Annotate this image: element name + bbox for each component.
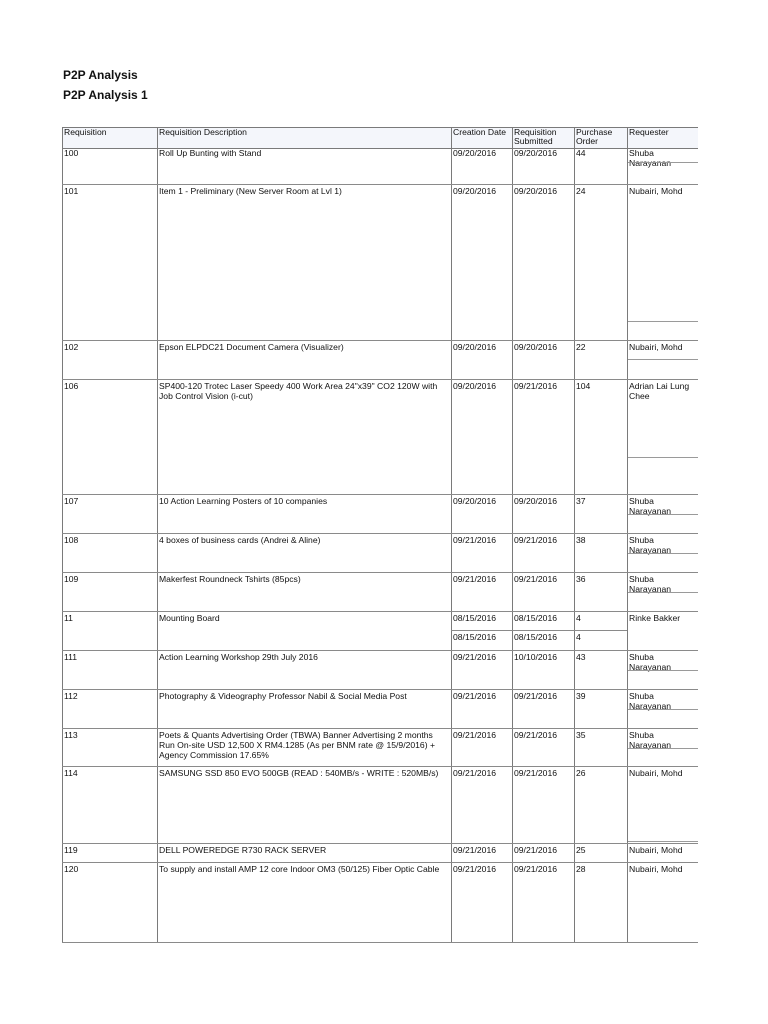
header-submitted: Requisition Submitted bbox=[514, 127, 557, 146]
cell-requisition: 120 bbox=[64, 864, 79, 874]
cell-requester: Shuba Narayanan bbox=[629, 535, 672, 555]
cell-submitted-date: 09/20/2016 bbox=[514, 148, 558, 158]
cell-requisition: 114 bbox=[64, 768, 78, 778]
page-title: P2P Analysis bbox=[63, 68, 138, 82]
requester-cell-divider bbox=[628, 553, 698, 554]
table-row-divider bbox=[62, 650, 698, 651]
table-row-divider bbox=[62, 340, 698, 341]
table-row-divider bbox=[62, 494, 698, 495]
cell-requisition: 100 bbox=[64, 148, 79, 158]
requester-cell-divider bbox=[628, 162, 698, 163]
cell-purchase-order: 28 bbox=[576, 864, 586, 874]
cell-purchase-order: 44 bbox=[576, 148, 586, 158]
column-divider bbox=[574, 127, 575, 943]
cell-submitted-date: 10/10/2016 bbox=[514, 652, 558, 662]
cell-creation-date: 08/15/2016 bbox=[453, 632, 497, 642]
cell-creation-date: 09/21/2016 bbox=[453, 652, 497, 662]
sub-row-divider bbox=[451, 630, 627, 631]
cell-requisition: 119 bbox=[64, 845, 78, 855]
cell-creation-date: 09/20/2016 bbox=[453, 186, 497, 196]
cell-description: DELL POWEREDGE R730 RACK SERVER bbox=[159, 845, 327, 855]
cell-description: 10 Action Learning Posters of 10 companies bbox=[159, 496, 328, 506]
header-description: Requisition Description bbox=[159, 127, 247, 137]
cell-creation-date: 09/20/2016 bbox=[453, 148, 497, 158]
table-row-divider bbox=[62, 572, 698, 573]
cell-requester: Nubairi, Mohd bbox=[629, 768, 683, 778]
cell-submitted-date: 09/21/2016 bbox=[514, 768, 558, 778]
cell-purchase-order: 39 bbox=[576, 691, 586, 701]
cell-purchase-order: 4 bbox=[576, 632, 581, 642]
requester-cell-divider bbox=[628, 748, 698, 749]
cell-description: SAMSUNG SSD 850 EVO 500GB (READ : 540MB/s - WRITE : 520MB/s) bbox=[159, 768, 439, 778]
cell-purchase-order: 24 bbox=[576, 186, 586, 196]
cell-requisition: 101 bbox=[64, 186, 79, 196]
cell-requester: Nubairi, Mohd bbox=[629, 342, 683, 352]
requester-cell-divider bbox=[628, 670, 698, 671]
cell-submitted-date: 08/15/2016 bbox=[514, 632, 558, 642]
p2p-table bbox=[62, 127, 698, 943]
cell-requester: Shuba Narayanan bbox=[629, 691, 672, 711]
column-divider bbox=[62, 127, 63, 943]
cell-creation-date: 09/21/2016 bbox=[453, 574, 497, 584]
requester-cell-divider bbox=[628, 841, 698, 842]
cell-submitted-date: 09/21/2016 bbox=[514, 691, 558, 701]
requester-cell-divider bbox=[628, 457, 698, 458]
cell-requester: Shuba Narayanan bbox=[629, 574, 672, 594]
cell-purchase-order: 37 bbox=[576, 496, 586, 506]
cell-submitted-date: 09/21/2016 bbox=[514, 535, 558, 545]
cell-purchase-order: 36 bbox=[576, 574, 586, 584]
cell-submitted-date: 09/21/2016 bbox=[514, 864, 558, 874]
header-purchase-order: Purchase Order bbox=[576, 127, 613, 146]
cell-description: Roll Up Bunting with Stand bbox=[159, 148, 262, 158]
cell-creation-date: 09/21/2016 bbox=[453, 535, 497, 545]
table-row-divider bbox=[62, 728, 698, 729]
cell-description: Epson ELPDC21 Document Camera (Visualizer) bbox=[159, 342, 344, 352]
cell-submitted-date: 09/20/2016 bbox=[514, 496, 558, 506]
cell-description: Photography & Videography Professor Nabil & Social Media Post bbox=[159, 691, 407, 701]
cell-description: Item 1 - Preliminary (New Server Room at Lvl 1) bbox=[159, 186, 342, 196]
table-row-divider bbox=[62, 689, 698, 690]
cell-submitted-date: 09/21/2016 bbox=[514, 574, 558, 584]
requester-cell-divider bbox=[628, 514, 698, 515]
cell-creation-date: 09/20/2016 bbox=[453, 496, 497, 506]
cell-description: Mounting Board bbox=[159, 613, 220, 623]
table-row-divider bbox=[62, 862, 698, 863]
column-divider bbox=[627, 127, 628, 943]
table-row-divider bbox=[62, 184, 698, 185]
column-divider bbox=[451, 127, 452, 943]
cell-creation-date: 09/20/2016 bbox=[453, 381, 497, 391]
cell-requisition: 102 bbox=[64, 342, 79, 352]
cell-requisition: 106 bbox=[64, 381, 79, 391]
cell-creation-date: 09/21/2016 bbox=[453, 864, 497, 874]
cell-creation-date: 08/15/2016 bbox=[453, 613, 497, 623]
cell-creation-date: 09/21/2016 bbox=[453, 768, 497, 778]
cell-creation-date: 09/21/2016 bbox=[453, 691, 497, 701]
cell-purchase-order: 38 bbox=[576, 535, 586, 545]
cell-purchase-order: 4 bbox=[576, 613, 581, 623]
cell-requester: Nubairi, Mohd bbox=[629, 845, 683, 855]
requester-cell-divider bbox=[628, 321, 698, 322]
cell-submitted-date: 09/20/2016 bbox=[514, 186, 558, 196]
cell-requester: Shuba Narayanan bbox=[629, 652, 672, 672]
cell-requisition: 109 bbox=[64, 574, 79, 584]
cell-description: Action Learning Workshop 29th July 2016 bbox=[159, 652, 318, 662]
cell-purchase-order: 26 bbox=[576, 768, 586, 778]
cell-submitted-date: 09/20/2016 bbox=[514, 342, 558, 352]
cell-requisition: 112 bbox=[64, 691, 78, 701]
column-divider bbox=[512, 127, 513, 943]
header-requester: Requester bbox=[629, 127, 669, 137]
cell-purchase-order: 43 bbox=[576, 652, 586, 662]
cell-description: Poets & Quants Advertising Order (TBWA) Banner Advertising 2 months Run On-site USD 12,500 X RM4.1285 (As per BNM rate @ 15/9/2016) + Agency Commission 17.65% bbox=[159, 730, 435, 760]
cell-requester: Shuba Narayanan bbox=[629, 148, 672, 168]
cell-requisition: 108 bbox=[64, 535, 79, 545]
cell-requester: Nubairi, Mohd bbox=[629, 186, 683, 196]
cell-creation-date: 09/21/2016 bbox=[453, 845, 497, 855]
table-row-divider bbox=[62, 942, 698, 943]
cell-description: 4 boxes of business cards (Andrei & Aline) bbox=[159, 535, 321, 545]
cell-description: SP400-120 Trotec Laser Speedy 400 Work Area 24"x39" CO2 120W with Job Control Vision (i-cut) bbox=[159, 381, 438, 401]
sheet-title: P2P Analysis 1 bbox=[63, 88, 148, 102]
table-row-divider bbox=[62, 379, 698, 380]
cell-purchase-order: 22 bbox=[576, 342, 586, 352]
table-row-divider bbox=[62, 843, 698, 844]
requester-cell-divider bbox=[628, 592, 698, 593]
cell-requisition: 113 bbox=[64, 730, 78, 740]
cell-purchase-order: 35 bbox=[576, 730, 586, 740]
cell-requisition: 111 bbox=[64, 652, 78, 662]
cell-purchase-order: 104 bbox=[576, 381, 591, 391]
cell-requisition: 11 bbox=[64, 613, 73, 623]
cell-requester: Shuba Narayanan bbox=[629, 730, 672, 750]
cell-submitted-date: 09/21/2016 bbox=[514, 730, 558, 740]
cell-submitted-date: 09/21/2016 bbox=[514, 381, 558, 391]
cell-description: Makerfest Roundneck Tshirts (85pcs) bbox=[159, 574, 301, 584]
cell-requester: Adrian Lai Lung Chee bbox=[629, 381, 690, 401]
requester-cell-divider bbox=[628, 709, 698, 710]
cell-requester: Shuba Narayanan bbox=[629, 496, 672, 516]
cell-submitted-date: 08/15/2016 bbox=[514, 613, 558, 623]
column-divider bbox=[157, 127, 158, 943]
cell-creation-date: 09/20/2016 bbox=[453, 342, 497, 352]
cell-submitted-date: 09/21/2016 bbox=[514, 845, 558, 855]
header-requisition: Requisition bbox=[64, 127, 107, 137]
cell-requester: Nubairi, Mohd bbox=[629, 864, 683, 874]
cell-description: To supply and install AMP 12 core Indoor OM3 (50/125) Fiber Optic Cable bbox=[159, 864, 440, 874]
cell-requisition: 107 bbox=[64, 496, 79, 506]
header-creation-date: Creation Date bbox=[453, 127, 507, 137]
table-row-divider bbox=[62, 611, 698, 612]
cell-purchase-order: 25 bbox=[576, 845, 586, 855]
cell-creation-date: 09/21/2016 bbox=[453, 730, 497, 740]
table-row-divider bbox=[62, 766, 698, 767]
requester-cell-divider bbox=[628, 359, 698, 360]
cell-requester: Rinke Bakker bbox=[629, 613, 681, 623]
table-row-divider bbox=[62, 533, 698, 534]
